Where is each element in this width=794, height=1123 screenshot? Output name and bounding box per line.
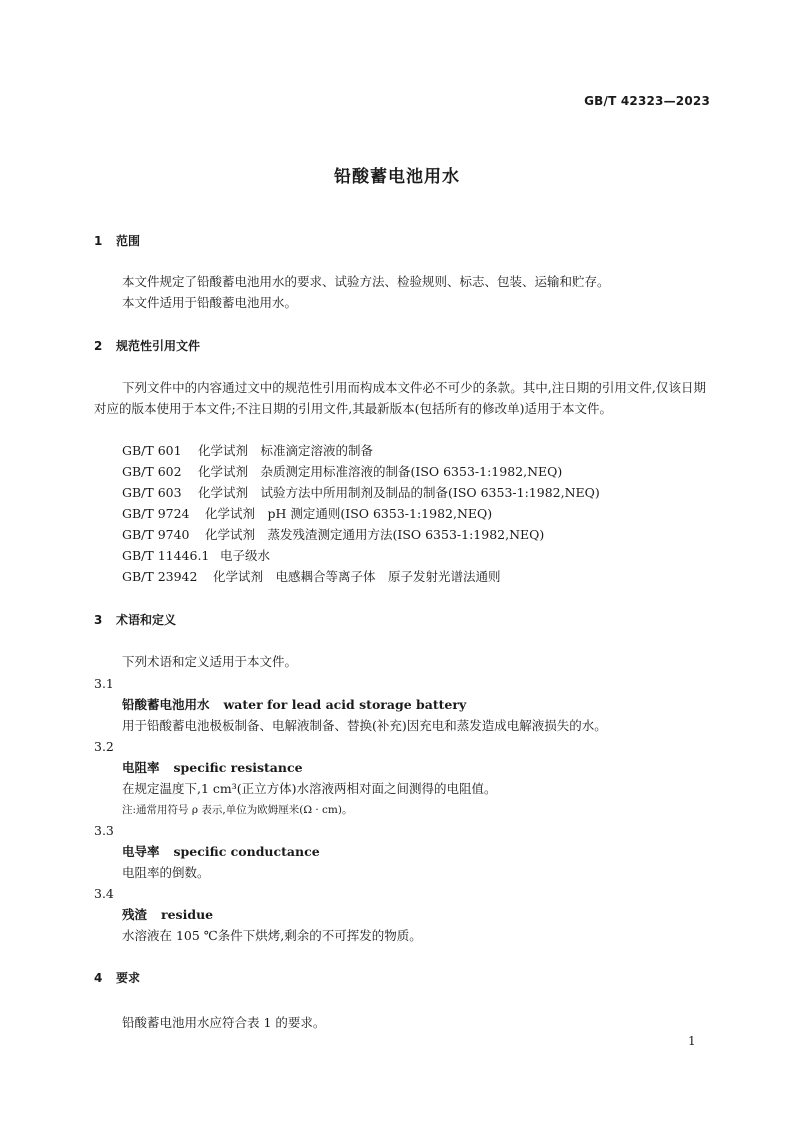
- term-note: 注:通常用符号 ρ 表示,单位为欧姆厘米(Ω · cm)。: [122, 804, 353, 816]
- term-definition: 用于铅酸蓄电池极板制备、电解液制备、替换(补充)因充电和蒸发造成电解液损失的水。: [122, 718, 607, 733]
- section-4-heading: [94, 970, 140, 986]
- reference-item: [122, 443, 373, 459]
- term-definition: 电阻率的倒数。: [122, 865, 210, 880]
- reference-title: 化学试剂 标准滴定溶液的制备: [198, 443, 374, 458]
- term-definition: 在规定温度下,1 cm³(正立方体)水溶液两相对面之间测得的电阻值。: [122, 781, 497, 796]
- term-number: 3.2: [94, 739, 114, 754]
- reference-item: [122, 569, 501, 585]
- term-number: 3.4: [94, 886, 114, 901]
- reference-code: GB/T 11446.1: [122, 548, 210, 563]
- reference-code: GB/T 602: [122, 464, 182, 479]
- term-number: 3.3: [94, 823, 114, 838]
- reference-code: GB/T 601: [122, 443, 182, 458]
- term-english: residue: [161, 907, 214, 922]
- term-chinese: 铅酸蓄电池用水: [122, 697, 210, 712]
- term-chinese: 电导率: [122, 844, 160, 859]
- section-title: 术语和定义: [116, 613, 177, 627]
- section-1-paragraph-2: 本文件适用于铅酸蓄电池用水。: [122, 295, 298, 310]
- reference-code: GB/T 603: [122, 485, 182, 500]
- section-number: 1: [94, 234, 103, 248]
- section-1-heading: [94, 233, 140, 249]
- section-2-intro: 下列文件中的内容通过文中的规范性引用而构成本文件必不可少的条款。其中,注日期的引用文件,仅该日期对应的版本使用于本文件;不注日期的引用文件,其最新版本(包括所有的修改单)适用于本文件。: [94, 380, 706, 416]
- reference-item: [122, 485, 600, 501]
- reference-title: 化学试剂 pH 测定通则(ISO 6353-1:1982,NEQ): [205, 506, 493, 521]
- reference-code: GB/T 9740: [122, 527, 190, 542]
- term-number: 3.1: [94, 676, 114, 691]
- reference-title: 电子级水: [220, 548, 271, 563]
- term-chinese: 电阻率: [122, 760, 160, 775]
- term-entry: [122, 844, 320, 860]
- reference-title: 化学试剂 电感耦合等离子体 原子发射光谱法通则: [213, 569, 501, 584]
- document-title: 铅酸蓄电池用水: [334, 167, 460, 187]
- reference-code: GB/T 23942: [122, 569, 198, 584]
- section-3-intro: 下列术语和定义适用于本文件。: [122, 654, 298, 669]
- section-title: 规范性引用文件: [116, 339, 201, 353]
- section-4-paragraph-1: 铅酸蓄电池用水应符合表 1 的要求。: [122, 1015, 326, 1030]
- section-number: 3: [94, 613, 103, 627]
- section-number: 2: [94, 339, 103, 353]
- term-entry: [122, 697, 466, 713]
- term-entry: [122, 907, 213, 923]
- term-chinese: 残渣: [122, 907, 148, 922]
- section-number: 4: [94, 971, 103, 985]
- section-title: 范围: [116, 234, 141, 248]
- reference-item: [122, 548, 270, 564]
- reference-item: [122, 464, 562, 480]
- page-number: 1: [688, 1034, 696, 1048]
- section-title: 要求: [116, 971, 141, 985]
- section-3-heading: [94, 612, 176, 628]
- term-entry: [122, 760, 303, 776]
- term-english: specific conductance: [173, 844, 320, 859]
- reference-title: 化学试剂 试验方法中所用制剂及制品的制备(ISO 6353-1:1982,NEQ): [198, 485, 600, 500]
- reference-title: 化学试剂 杂质测定用标准溶液的制备(ISO 6353-1:1982,NEQ): [198, 464, 563, 479]
- reference-item: [122, 506, 492, 522]
- term-english: specific resistance: [173, 760, 303, 775]
- reference-item: [122, 527, 544, 543]
- term-definition: 水溶液在 105 ℃条件下烘烤,剩余的不可挥发的物质。: [122, 928, 422, 943]
- section-1-paragraph-1: 本文件规定了铅酸蓄电池用水的要求、试验方法、检验规则、标志、包装、运输和贮存。: [122, 274, 610, 289]
- reference-code: GB/T 9724: [122, 506, 190, 521]
- reference-title: 化学试剂 蒸发残渣测定通用方法(ISO 6353-1:1982,NEQ): [205, 527, 545, 542]
- section-2-heading: [94, 338, 200, 354]
- standard-number: GB/T 42323—2023: [584, 94, 710, 108]
- term-english: water for lead acid storage battery: [223, 697, 467, 712]
